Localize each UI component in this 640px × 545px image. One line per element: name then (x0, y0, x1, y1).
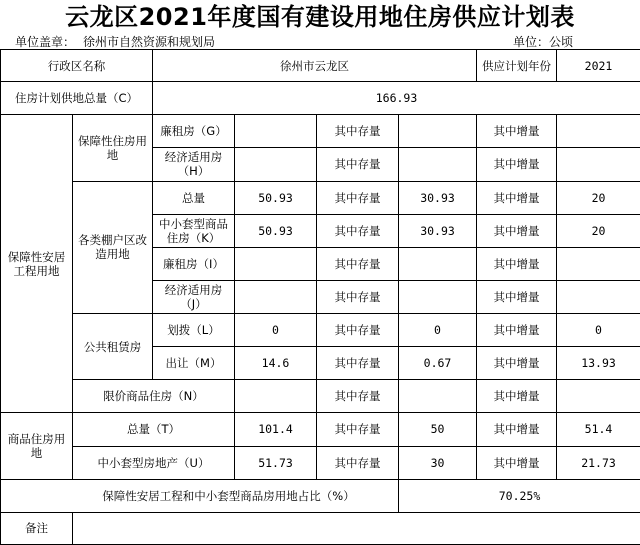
page-title: 云龙区2021年度国有建设用地住房供应计划表 (65, 3, 575, 31)
row-t-stock-label: 其中存量 (317, 413, 399, 446)
row-t-increment: 51.4 (557, 413, 640, 446)
row-t-value: 101.4 (235, 413, 317, 446)
row-u-increment: 21.73 (557, 446, 640, 479)
year-label: 供应计划年份 (477, 50, 557, 82)
row-g-increment (557, 115, 640, 148)
row-m-label: 出让（M） (153, 347, 235, 380)
row-g-stock (399, 115, 477, 148)
row-m-increment: 13.93 (557, 347, 640, 380)
row-n-label: 限价商品住房（N） (73, 380, 235, 413)
unit-name: 徐州市自然资源和规划局 (83, 35, 216, 49)
district-label: 行政区名称 (1, 50, 153, 82)
row-m-increment-label: 其中增量 (477, 347, 557, 380)
row-k-label: 中小套型商品住房（K） (153, 214, 235, 247)
row-shanty-total-increment: 20 (557, 181, 640, 214)
row-i-increment-label: 其中增量 (477, 247, 557, 280)
remark-label: 备注 (1, 512, 73, 544)
row-j-stock-label: 其中存量 (317, 280, 399, 313)
row-h-stock (399, 148, 477, 181)
row-u-stock: 30 (399, 446, 477, 479)
housing-supply-table (0, 49, 640, 545)
row-t-label: 总量（T） (73, 413, 235, 446)
row-n-increment (557, 380, 640, 413)
public-rental-label: 公共租赁房 (73, 314, 153, 380)
row-l-stock-label: 其中存量 (317, 314, 399, 347)
row-j-increment (557, 280, 640, 313)
total-supply-label: 住房计划供地总量（C） (1, 82, 153, 115)
row-j-value (235, 280, 317, 313)
row-i-stock-label: 其中存量 (317, 247, 399, 280)
row-shanty-total-value: 50.93 (235, 181, 317, 214)
row-m-stock-label: 其中存量 (317, 347, 399, 380)
guarantee-housing-label: 保障性住房用地 (73, 115, 153, 181)
row-shanty-total-increment-label: 其中增量 (477, 181, 557, 214)
row-shanty-total-stock: 30.93 (399, 181, 477, 214)
unit-stamp-line (15, 34, 215, 50)
row-j-increment-label: 其中增量 (477, 280, 557, 313)
row-i-label: 廉租房（I） (153, 247, 235, 280)
row-h-value (235, 148, 317, 181)
row-j-stock (399, 280, 477, 313)
row-i-increment (557, 247, 640, 280)
commercial-group-label: 商品住房用地 (1, 413, 73, 479)
row-n-stock (399, 380, 477, 413)
row-l-stock: 0 (399, 314, 477, 347)
row-k-value: 50.93 (235, 214, 317, 247)
row-h-stock-label: 其中存量 (317, 148, 399, 181)
row-g-value (235, 115, 317, 148)
row-i-stock (399, 247, 477, 280)
row-u-stock-label: 其中存量 (317, 446, 399, 479)
row-u-increment-label: 其中增量 (477, 446, 557, 479)
row-l-value: 0 (235, 314, 317, 347)
unit-measure: 单位：公顷 (513, 35, 574, 49)
row-g-label: 廉租房（G） (153, 115, 235, 148)
row-t-stock: 50 (399, 413, 477, 446)
row-u-value: 51.73 (235, 446, 317, 479)
row-shanty-total-label: 总量 (153, 181, 235, 214)
affordable-group-label: 保障性安居工程用地 (1, 115, 73, 413)
row-l-label: 划拨（L） (153, 314, 235, 347)
row-t-increment-label: 其中增量 (477, 413, 557, 446)
row-j-label: 经济适用房（J） (153, 280, 235, 313)
row-h-increment (557, 148, 640, 181)
row-shanty-total-stock-label: 其中存量 (317, 181, 399, 214)
unit-stamp-label: 单位盖章： (15, 35, 76, 49)
total-supply-value: 166.93 (153, 82, 640, 115)
row-k-stock: 30.93 (399, 214, 477, 247)
row-g-stock-label: 其中存量 (317, 115, 399, 148)
row-k-increment: 20 (557, 214, 640, 247)
ratio-value: 70.25% (399, 479, 640, 512)
row-n-value (235, 380, 317, 413)
row-k-stock-label: 其中存量 (317, 214, 399, 247)
row-l-increment-label: 其中增量 (477, 314, 557, 347)
district-value: 徐州市云龙区 (153, 50, 477, 82)
row-n-increment-label: 其中增量 (477, 380, 557, 413)
row-k-increment-label: 其中增量 (477, 214, 557, 247)
row-g-increment-label: 其中增量 (477, 115, 557, 148)
row-h-label: 经济适用房（H） (153, 148, 235, 181)
row-l-increment: 0 (557, 314, 640, 347)
shanty-label: 各类棚户区改造用地 (73, 181, 153, 314)
row-i-value (235, 247, 317, 280)
row-u-label: 中小套型房地产（U） (73, 446, 235, 479)
row-m-value: 14.6 (235, 347, 317, 380)
row-h-increment-label: 其中增量 (477, 148, 557, 181)
year-value: 2021 (557, 50, 640, 82)
row-m-stock: 0.67 (399, 347, 477, 380)
remark-value (73, 512, 640, 544)
row-n-stock-label: 其中存量 (317, 380, 399, 413)
ratio-label: 保障性安居工程和中小套型商品房用地占比（%） (1, 479, 399, 512)
